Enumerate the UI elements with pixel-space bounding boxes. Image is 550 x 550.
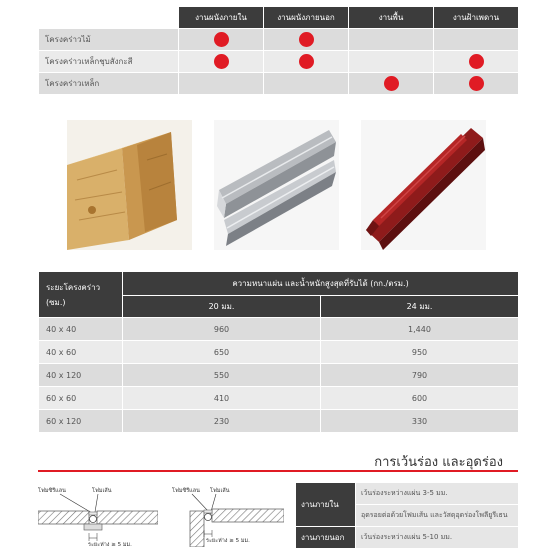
frame-usage-table [38,6,519,95]
groove-section-title: การเว้นร่อง และอุดร่อง [374,455,503,470]
category-interior: งานภายใน [296,483,356,527]
col-header-interior-wall: งานผนังภายใน [179,7,264,29]
row-label-galvanized-frame: โครงคร่าวเหล็กชุบสังกะสี [39,51,179,73]
mark-cell [349,73,434,95]
usage-mark-dot [299,32,314,47]
load-20-cell: 650 [123,341,321,364]
diagram1-label-a: โฟมซิรีแลน [38,488,66,494]
size-cell: 60 x 60 [39,387,123,410]
usage-mark-dot [469,76,484,91]
load-20-cell: 230 [123,410,321,433]
load-24-cell: 1,440 [321,318,519,341]
table-row [39,341,519,364]
table-row [39,387,519,410]
table-row [296,483,519,505]
mark-cell [264,73,349,95]
size-cell: 40 x 60 [39,341,123,364]
spec-value: เว้นร่องระหว่างแผ่น 3-5 มม. [356,483,519,505]
mark-cell [434,29,519,51]
mark-cell [264,29,349,51]
diagram2-label-b: โฟมเส้น [210,488,230,494]
diagram1-spacing: ระยะห่าง ≥ 5 มม. [88,542,132,547]
mark-cell [179,73,264,95]
header-blank [39,7,179,29]
groove-spec-table [295,482,519,549]
load-24-cell: 950 [321,341,519,364]
thickness-20-header: 20 มม. [123,296,321,318]
thickness-24-header: 24 มม. [321,296,519,318]
mark-cell [349,51,434,73]
col-header-ceiling: งานฝ้าเพดาน [434,7,519,29]
size-cell: 40 x 40 [39,318,123,341]
diagram2-label-a: โฟมซิรีแลน [172,488,200,494]
corner-joint-diagram [172,485,284,547]
table-row [39,51,519,73]
load-20-cell: 550 [123,364,321,387]
load-24-cell: 330 [321,410,519,433]
load-24-cell: 790 [321,364,519,387]
diagram1-label-b: โฟมเส้น [92,488,112,494]
table-row [39,73,519,95]
size-cell: 40 x 120 [39,364,123,387]
thickness-group-header: ความหนาแผ่น และน้ำหนักสูงสุดที่รับได้ (กก./ตรม.) [123,272,519,296]
table-row [39,410,519,433]
load-capacity-table [38,271,519,433]
size-cell: 60 x 120 [39,410,123,433]
section-divider [38,470,518,472]
frame-spacing-label: ระยะโครงคร่าว [46,282,101,292]
table-row [296,527,519,549]
category-exterior: งานภายนอก [296,527,356,549]
row-label-wood-frame: โครงคร่าวไม้ [39,29,179,51]
load-20-cell: 960 [123,318,321,341]
mark-cell [349,29,434,51]
col-header-floor: งานพื้น [349,7,434,29]
mark-cell [434,73,519,95]
load-24-cell: 600 [321,387,519,410]
mark-cell [179,29,264,51]
steel-frame-photo [361,120,486,250]
load-20-cell: 410 [123,387,321,410]
frame-spacing-unit: (ซม.) [46,297,66,307]
table-row [39,318,519,341]
spec-value: เว้นร่องระหว่างแผ่น 5-10 มม. [356,527,519,549]
mark-cell [264,51,349,73]
spec-value: อุดรอยต่อด้วยโฟมเส้น และวัสดุอุดร่องโพลียูรีเธน [356,505,519,527]
mark-cell [434,51,519,73]
usage-mark-dot [214,54,229,69]
table-row [39,364,519,387]
usage-mark-dot [299,54,314,69]
flat-joint-diagram [38,485,158,547]
frame-spacing-header [39,272,123,318]
usage-mark-dot [214,32,229,47]
galvanized-frame-photo [214,120,339,250]
table-row [39,29,519,51]
usage-mark-dot [384,76,399,91]
col-header-exterior-wall: งานผนังภายนอก [264,7,349,29]
mark-cell [179,51,264,73]
diagram2-spacing: ระยะห่าง ≥ 5 มม. [206,538,250,544]
usage-mark-dot [469,54,484,69]
row-label-steel-frame: โครงคร่าวเหล็ก [39,73,179,95]
wood-frame-photo [67,120,192,250]
